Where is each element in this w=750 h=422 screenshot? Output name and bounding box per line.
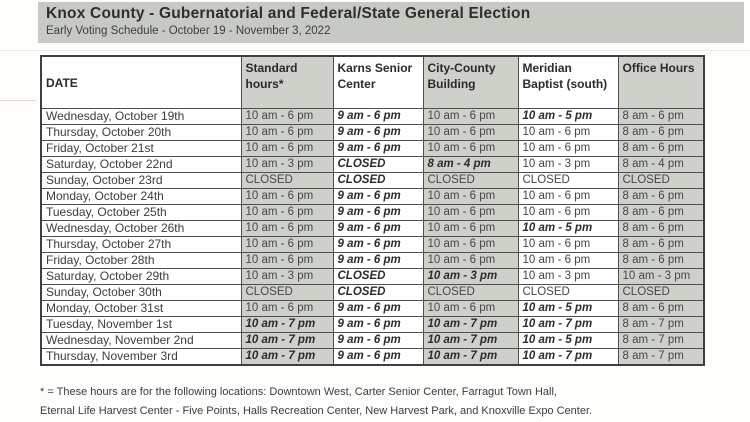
hours-cell: 8 am - 6 pm bbox=[618, 108, 704, 124]
early-voting-schedule-table bbox=[40, 55, 705, 366]
hours-cell: 10 am - 5 pm bbox=[518, 300, 618, 316]
hours-cell: CLOSED bbox=[333, 268, 423, 284]
date-cell: Tuesday, November 1st bbox=[41, 316, 241, 332]
date-cell: Wednesday, October 19th bbox=[41, 108, 241, 124]
table-row bbox=[41, 156, 704, 172]
date-cell: Thursday, November 3rd bbox=[41, 348, 241, 365]
hours-cell: 10 am - 7 pm bbox=[241, 348, 333, 365]
hours-cell: 8 am - 7 pm bbox=[618, 332, 704, 348]
column-header-standard-hours: Standard hours* bbox=[241, 56, 333, 108]
hours-cell: 10 am - 5 pm bbox=[518, 108, 618, 124]
table-row bbox=[41, 220, 704, 236]
table-row bbox=[41, 124, 704, 140]
page-subtitle: Early Voting Schedule - October 19 - November 3, 2022 bbox=[46, 25, 331, 37]
hours-cell: 10 am - 6 pm bbox=[423, 188, 518, 204]
hours-cell: 10 am - 6 pm bbox=[423, 204, 518, 220]
table-row bbox=[41, 140, 704, 156]
hours-cell: 8 am - 7 pm bbox=[618, 316, 704, 332]
hours-cell: CLOSED bbox=[618, 172, 704, 188]
hours-cell: 10 am - 3 pm bbox=[423, 268, 518, 284]
date-cell: Friday, October 28th bbox=[41, 252, 241, 268]
column-header-karns-senior-center: Karns Senior Center bbox=[333, 56, 423, 108]
date-cell: Monday, October 24th bbox=[41, 188, 241, 204]
table-row bbox=[41, 108, 704, 124]
hours-cell: 10 am - 6 pm bbox=[423, 108, 518, 124]
column-header-office-hours: Office Hours bbox=[618, 56, 704, 108]
hours-cell: 10 am - 6 pm bbox=[518, 236, 618, 252]
hours-cell: 9 am - 6 pm bbox=[333, 204, 423, 220]
table-row bbox=[41, 332, 704, 348]
date-cell: Wednesday, October 26th bbox=[41, 220, 241, 236]
date-cell: Thursday, October 20th bbox=[41, 124, 241, 140]
date-cell: Monday, October 31st bbox=[41, 300, 241, 316]
date-cell: Thursday, October 27th bbox=[41, 236, 241, 252]
hours-cell: 10 am - 7 pm bbox=[423, 348, 518, 365]
date-cell: Wednesday, November 2nd bbox=[41, 332, 241, 348]
table-row bbox=[41, 348, 704, 365]
hours-cell: 10 am - 3 pm bbox=[618, 268, 704, 284]
hours-cell: 10 am - 7 pm bbox=[241, 332, 333, 348]
hours-cell: 10 am - 6 pm bbox=[241, 188, 333, 204]
hours-cell: 10 am - 3 pm bbox=[241, 156, 333, 172]
table-row bbox=[41, 284, 704, 300]
hours-cell: 10 am - 7 pm bbox=[423, 332, 518, 348]
table-row bbox=[41, 172, 704, 188]
hours-cell: 8 am - 7 pm bbox=[618, 348, 704, 365]
table-row bbox=[41, 236, 704, 252]
hours-cell: 10 am - 6 pm bbox=[423, 140, 518, 156]
hours-cell: 10 am - 3 pm bbox=[518, 156, 618, 172]
hours-cell: 10 am - 6 pm bbox=[518, 204, 618, 220]
table-body bbox=[41, 108, 704, 365]
hours-cell: 10 am - 6 pm bbox=[241, 124, 333, 140]
hours-cell: 10 am - 6 pm bbox=[241, 204, 333, 220]
hours-cell: 8 am - 6 pm bbox=[618, 236, 704, 252]
hours-cell: 8 am - 6 pm bbox=[618, 252, 704, 268]
hours-cell: 10 am - 6 pm bbox=[518, 140, 618, 156]
hours-cell: 10 am - 3 pm bbox=[241, 268, 333, 284]
hours-cell: 9 am - 6 pm bbox=[333, 124, 423, 140]
footnote bbox=[40, 383, 592, 421]
hours-cell: 8 am - 4 pm bbox=[423, 156, 518, 172]
date-cell: Friday, October 21st bbox=[41, 140, 241, 156]
hours-cell: CLOSED bbox=[423, 172, 518, 188]
table-row bbox=[41, 316, 704, 332]
hours-cell: 10 am - 6 pm bbox=[423, 236, 518, 252]
hours-cell: 8 am - 6 pm bbox=[618, 300, 704, 316]
hours-cell: CLOSED bbox=[241, 284, 333, 300]
hours-cell: 8 am - 6 pm bbox=[618, 124, 704, 140]
hours-cell: 10 am - 7 pm bbox=[518, 348, 618, 365]
document-header-banner bbox=[38, 2, 744, 43]
table-row bbox=[41, 268, 704, 284]
table-row bbox=[41, 300, 704, 316]
footnote-line-2: Eternal Life Harvest Center - Five Points, Halls Recreation Center, New Harvest Park, and Knoxville Expo Center. bbox=[40, 405, 593, 417]
scan-artifact-line bbox=[0, 100, 36, 101]
date-cell: Saturday, October 22nd bbox=[41, 156, 241, 172]
table-row bbox=[41, 204, 704, 220]
hours-cell: 10 am - 6 pm bbox=[241, 140, 333, 156]
hours-cell: 9 am - 6 pm bbox=[333, 188, 423, 204]
hours-cell: 9 am - 6 pm bbox=[333, 348, 423, 365]
hours-cell: 9 am - 6 pm bbox=[333, 252, 423, 268]
date-cell: Saturday, October 29th bbox=[41, 268, 241, 284]
hours-cell: 9 am - 6 pm bbox=[333, 332, 423, 348]
hours-cell: 10 am - 6 pm bbox=[423, 252, 518, 268]
hours-cell: 10 am - 7 pm bbox=[518, 316, 618, 332]
hours-cell: 9 am - 6 pm bbox=[333, 140, 423, 156]
hours-cell: 8 am - 6 pm bbox=[618, 188, 704, 204]
hours-cell: 10 am - 5 pm bbox=[518, 332, 618, 348]
hours-cell: CLOSED bbox=[241, 172, 333, 188]
column-header-date: DATE bbox=[41, 56, 241, 108]
hours-cell: 9 am - 6 pm bbox=[333, 108, 423, 124]
hours-cell: CLOSED bbox=[333, 284, 423, 300]
hours-cell: CLOSED bbox=[618, 284, 704, 300]
hours-cell: CLOSED bbox=[518, 284, 618, 300]
hours-cell: 8 am - 6 pm bbox=[618, 220, 704, 236]
hours-cell: 10 am - 6 pm bbox=[423, 220, 518, 236]
hours-cell: 10 am - 5 pm bbox=[518, 220, 618, 236]
hours-cell: 9 am - 6 pm bbox=[333, 220, 423, 236]
hours-cell: 10 am - 7 pm bbox=[241, 316, 333, 332]
hours-cell: 9 am - 6 pm bbox=[333, 300, 423, 316]
hours-cell: 10 am - 6 pm bbox=[518, 124, 618, 140]
column-header-meridian-baptist: Meridian Baptist (south) bbox=[518, 56, 618, 108]
hours-cell: 10 am - 3 pm bbox=[518, 268, 618, 284]
hours-cell: 10 am - 6 pm bbox=[518, 188, 618, 204]
hours-cell: 10 am - 7 pm bbox=[423, 316, 518, 332]
hours-cell: 10 am - 6 pm bbox=[241, 108, 333, 124]
hours-cell: CLOSED bbox=[423, 284, 518, 300]
date-cell: Tuesday, October 25th bbox=[41, 204, 241, 220]
hours-cell: CLOSED bbox=[333, 172, 423, 188]
hours-cell: 10 am - 6 pm bbox=[241, 220, 333, 236]
footnote-line-1: * = These hours are for the following locations: Downtown West, Carter Senior Center, Farragut Town Hall, bbox=[40, 386, 557, 398]
hours-cell: 8 am - 6 pm bbox=[618, 140, 704, 156]
date-cell: Sunday, October 23rd bbox=[41, 172, 241, 188]
hours-cell: 9 am - 6 pm bbox=[333, 316, 423, 332]
hours-cell: 8 am - 4 pm bbox=[618, 156, 704, 172]
column-header-city-county-building: City-County Building bbox=[423, 56, 518, 108]
table-row bbox=[41, 188, 704, 204]
hours-cell: CLOSED bbox=[333, 156, 423, 172]
table-row bbox=[41, 252, 704, 268]
hours-cell: 8 am - 6 pm bbox=[618, 204, 704, 220]
hours-cell: 10 am - 6 pm bbox=[423, 300, 518, 316]
hours-cell: 10 am - 6 pm bbox=[241, 300, 333, 316]
hours-cell: CLOSED bbox=[518, 172, 618, 188]
hours-cell: 10 am - 6 pm bbox=[241, 236, 333, 252]
hours-cell: 10 am - 6 pm bbox=[423, 124, 518, 140]
hours-cell: 9 am - 6 pm bbox=[333, 236, 423, 252]
page-title: Knox County - Gubernatorial and Federal/State General Election bbox=[46, 5, 531, 22]
hours-cell: 10 am - 6 pm bbox=[241, 252, 333, 268]
scan-artifact-line bbox=[0, 50, 750, 51]
table-header-row bbox=[41, 56, 704, 108]
hours-cell: 10 am - 6 pm bbox=[518, 252, 618, 268]
date-cell: Sunday, October 30th bbox=[41, 284, 241, 300]
